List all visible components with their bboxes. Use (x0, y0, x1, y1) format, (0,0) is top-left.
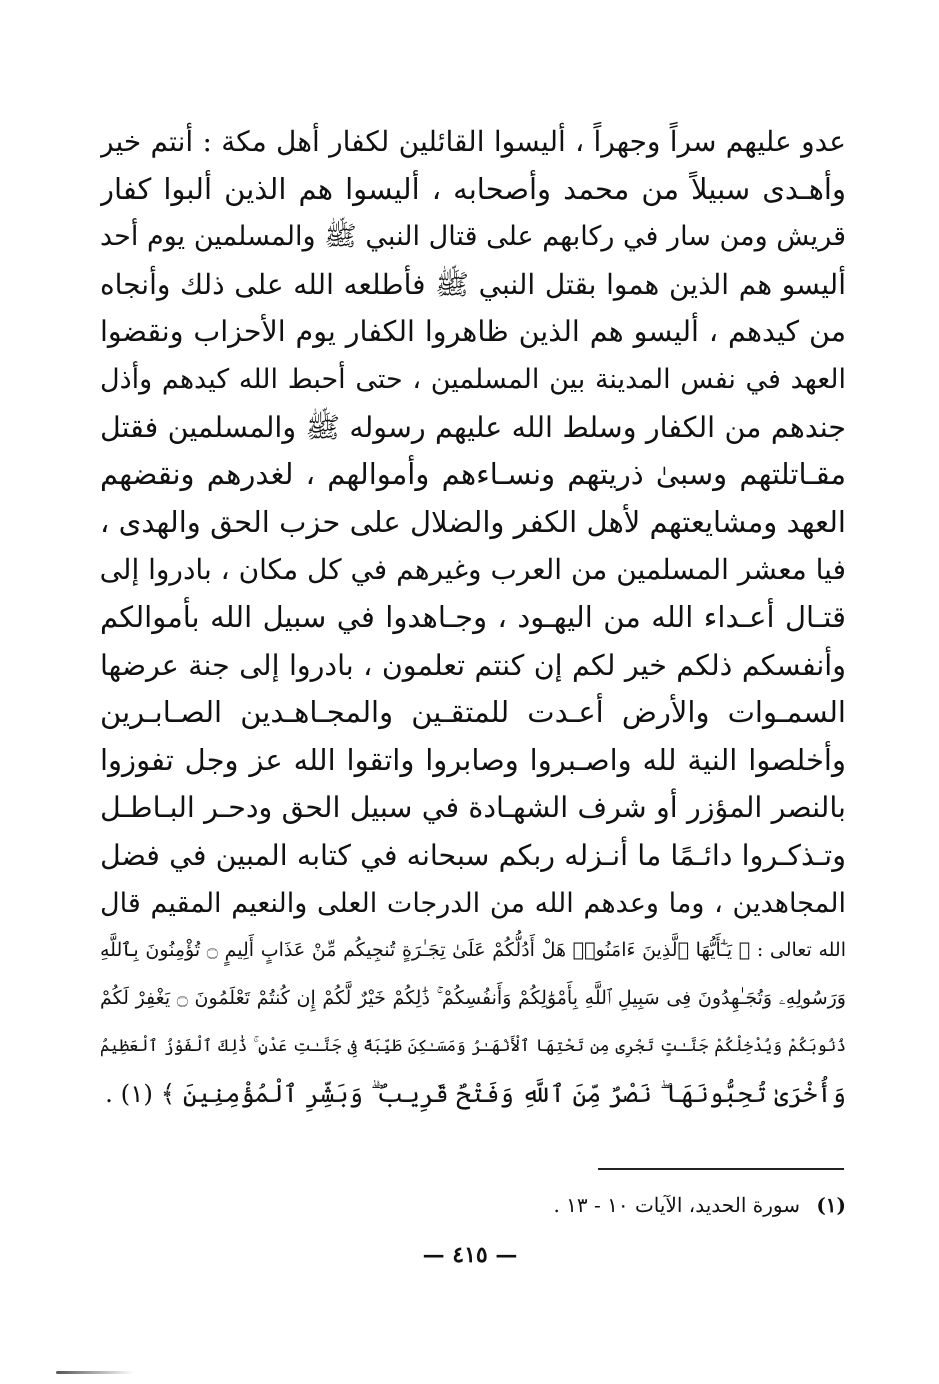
page-number: — ٤١٥ — (422, 1242, 518, 1268)
text-line: من كيدهم ، أليسو هم الذين ظاهروا الكفار يوم الأحزاب ونقضوا (100, 315, 846, 349)
text-line: المجاهدين ، وما وعدهم الله من الدرجات العلى والنعيم المقيم قال (100, 887, 846, 919)
quran-verse-line: ذُنُوبَكُمْ وَيُدْخِلْكُمْ جَنَّـٰتٍ تَجْرِى مِن تَحْتِهَا ٱلْأَنْهَـٰرُ وَمَسَـٰكِنَ طَيِّبَةً فِى جَنَّـٰتِ عَدْنٍ ۚ ذَٰلِكَ ٱلْفَوْزُ ٱلْعَظِيمُ (100, 1036, 846, 1056)
text-line: قتـال أعـداء الله من اليهـود ، وجـاهدوا في سبيل الله بأموالكم (100, 599, 846, 634)
footnote (400, 1190, 846, 1220)
quran-verse-line: وَرَسُولِهِۦ وَتُجَـٰهِدُونَ فِى سَبِيلِ ٱللَّهِ بِأَمْوَٰلِكُمْ وَأَنفُسِكُمْ ۚ ذَٰلِكُمْ خَيْرٌ لَّكُمْ إِن كُنتُمْ تَعْلَمُونَ ۝ يَغْفِرْ لَكُمْ (100, 986, 846, 1009)
text-line: جندهم من الكفار وسلط الله عليهم رسوله ﷺ والمسلمين فقتل (100, 410, 846, 444)
footnote-divider (598, 1168, 844, 1170)
text-line: بالنصر المؤزر أو شرف الشهـادة في سبيل الحق ودحـر البـاطـل (100, 791, 846, 825)
text-line: مقـاتلتهم وسبىٰ ذريتهم ونسـاءهم وأموالهم ، لغدرهم ونقضهم (100, 457, 846, 492)
text-line: أليسو هم الذين هموا بقتل النبي ﷺ فأطلعه الله على ذلك وأنجاه (100, 267, 846, 301)
text-line: عدو عليهم سراً وجهراً ، أليسوا القائلين لكفار أهل مكة : أنتم خير (100, 125, 846, 158)
scan-smudge-mark (56, 1371, 134, 1374)
text-line: العهد في نفس المدينة بين المسلمين ، حتى أحبط الله كيدهم وأذل (100, 363, 846, 395)
footnote-number: (١) (816, 1193, 846, 1217)
text-line: وأهـدى سبيلاً من محمد وأصحابه ، أليسوا هم الذين ألبوا كفار (100, 171, 846, 206)
text-line: وتـذكـروا دائـمًا ما أنـزله ربكم سبحانه في كتابه المبين في فضل (100, 838, 846, 872)
footnote-text: سورة الحديد، الآيات ١٠ - ١٣ . (553, 1193, 800, 1217)
quran-verse-line: الله تعالى : ﴿ يَـٰٓأَيُّهَا ٱلَّذِينَ ءَامَنُوا۟ هَلْ أَدُلُّكُمْ عَلَىٰ تِجَـٰرَةٍ تُنجِيكُم مِّنْ عَذَابٍ أَلِيمٍ ۝ تُؤْمِنُونَ بِٱللَّهِ (100, 939, 846, 962)
text-line: العهد ومشايعتهم لأهل الكفر والضلال على حزب الحق والهدى ، (100, 504, 846, 539)
text-line: قريش ومن سار في ركابهم على قتال النبي ﷺ والمسلمين يوم أحد (100, 221, 846, 253)
text-line: فيا معشر المسلمين من العرب وغيرهم في كل مكان ، بادروا إلى (100, 553, 846, 587)
text-line: وأنفسكم ذلكم خير لكم إن كنتم تعلمون ، بادروا إلى جنة عرضها (100, 648, 846, 682)
text-line: وأخلصوا النية لله واصـبروا وصابروا واتقوا الله عز وجل تفوزوا (100, 742, 846, 777)
quran-verse-line: وَأُخْرَىٰ تُحِبُّونَهَا ۖ نَصْرٌ مِّنَ ٱللَّهِ وَفَتْحٌ قَرِيبٌ ۗ وَبَشِّرِ ٱلْمُؤْمِنِينَ ﴾ (١) . (105, 1078, 846, 1108)
text-line: السمـوات والأرض أعـدت للمتقـين والمجـاهـدين الصـابـرين (100, 695, 846, 730)
main-text-block (100, 118, 846, 1117)
